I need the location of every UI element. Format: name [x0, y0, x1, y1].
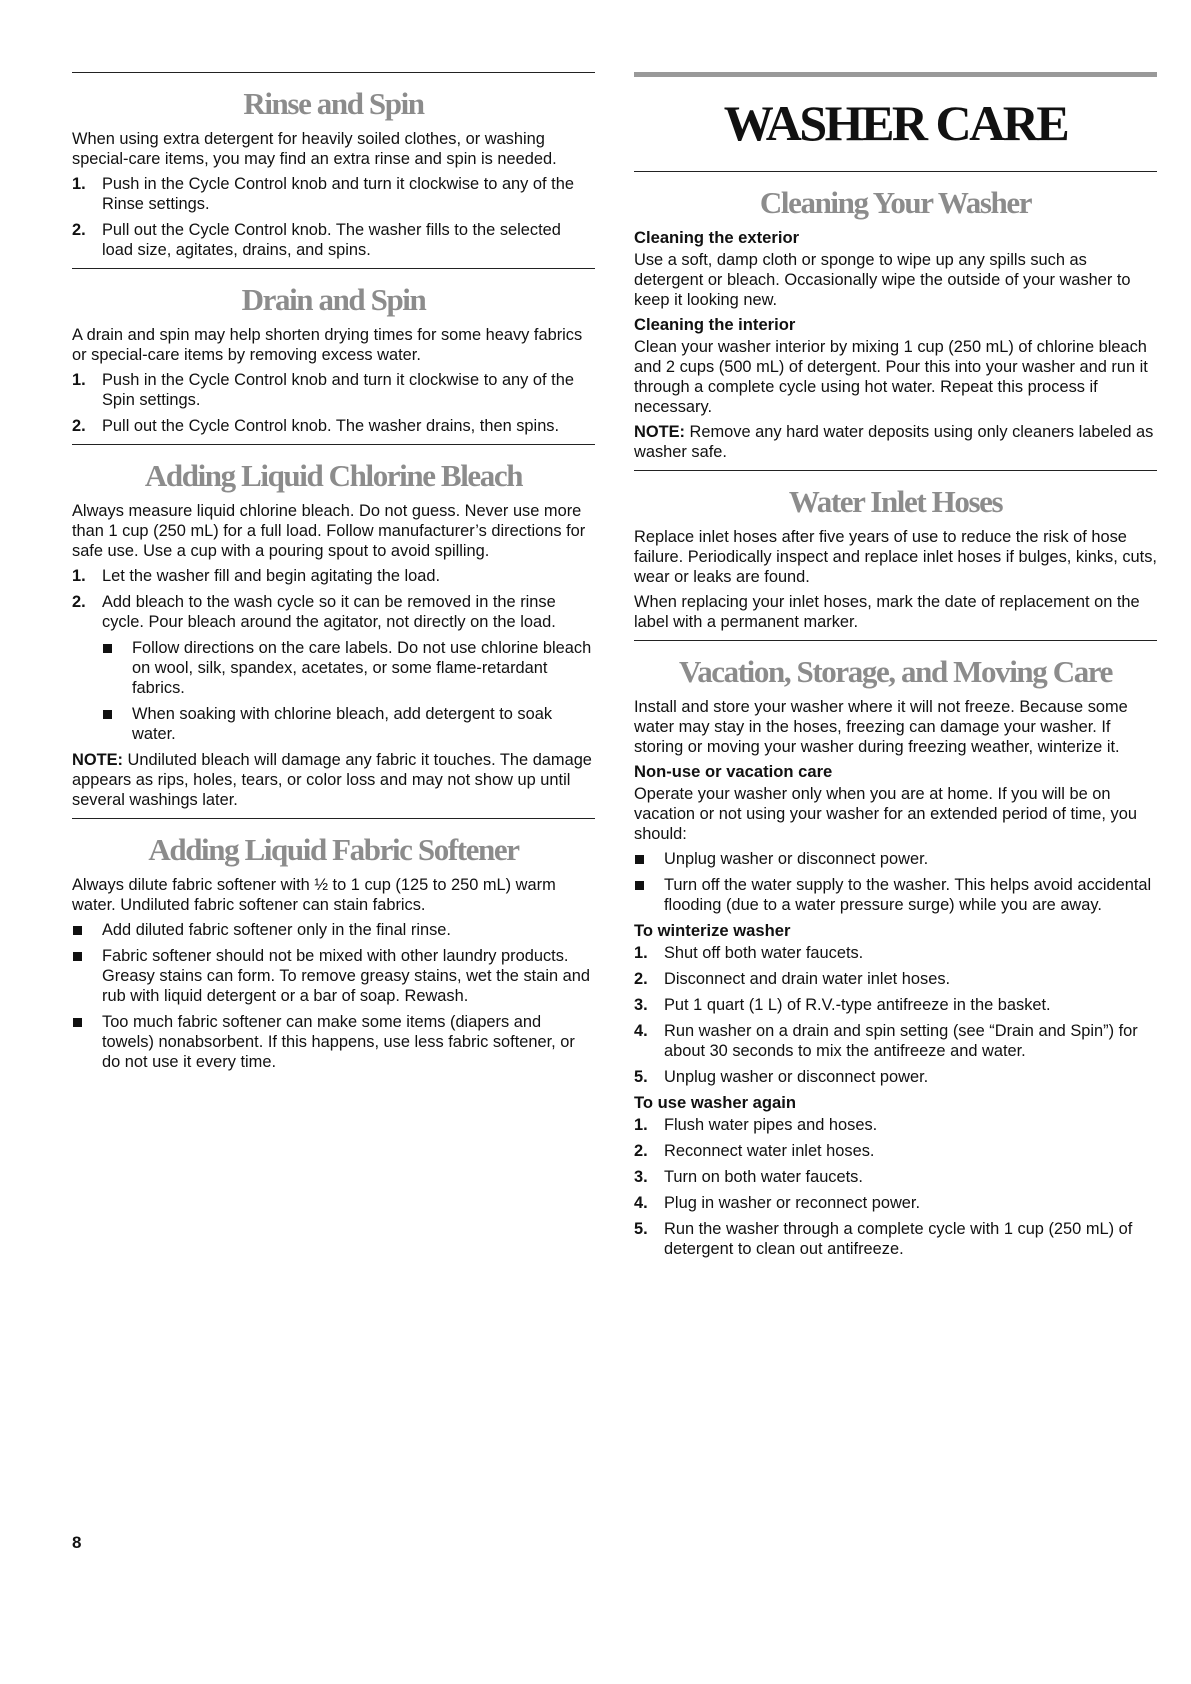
section-title: Rinse and Spin: [243, 86, 424, 121]
bullet-text: When soaking with chlorine bleach, add detergent to soak water.: [132, 705, 553, 743]
paragraph: Clean your washer interior by mixing 1 cup (250 mL) of chlorine bleach and 2 cups (500 mL) of detergent. Pour this into your washer and run it through a complete cycle using hot water. Repeat this process if necessary.: [634, 338, 1148, 416]
step-number: 2.: [634, 1142, 648, 1160]
right-column: [634, 72, 1157, 1265]
step-text: Push in the Cycle Control knob and turn it clockwise to any of the Rinse settings.: [102, 175, 574, 213]
list-item: [72, 220, 595, 260]
square-bullet-icon: [103, 710, 112, 719]
divider: [72, 72, 595, 73]
subheading: Cleaning the interior: [634, 315, 796, 334]
section-title: Vacation, Storage, and Moving Care: [679, 654, 1112, 689]
numbered-list: [72, 370, 595, 436]
step-text: Shut off both water faucets.: [664, 944, 864, 962]
step-text: Plug in washer or reconnect power.: [664, 1194, 921, 1212]
step-text: Let the washer fill and begin agitating the load.: [102, 567, 441, 585]
divider: [72, 818, 595, 819]
note-text: Remove any hard water deposits using only cleaners labeled as washer safe.: [634, 423, 1154, 461]
note-text: Undiluted bleach will damage any fabric it touches. The damage appears as rips, holes, tears, or color loss and may not show up until several washings later.: [72, 751, 592, 809]
list-item: [634, 875, 1157, 915]
numbered-list: [634, 943, 1157, 1087]
list-item: [72, 920, 595, 940]
list-item: [634, 1021, 1157, 1061]
divider: [72, 268, 595, 269]
step-text: Disconnect and drain water inlet hoses.: [664, 970, 951, 988]
step-text: Turn on both water faucets.: [664, 1168, 863, 1186]
divider: [72, 444, 595, 445]
page-number: 8: [72, 1533, 82, 1552]
step-number: 2.: [72, 417, 86, 435]
step-number: 5.: [634, 1068, 648, 1086]
cleaning-washer-section: [634, 185, 1157, 462]
divider: [634, 640, 1157, 641]
paragraph: Always measure liquid chlorine bleach. Do not guess. Never use more than 1 cup (250 mL) for a full load. Follow manufacturer’s directions for safe use. Use a cup with a pouring spout to avoid spilling.: [72, 502, 586, 560]
list-item: [634, 1193, 1157, 1213]
bullet-list: [72, 920, 595, 1072]
paragraph: When using extra detergent for heavily soiled clothes, or washing special-care items, you may find an extra rinse and spin is needed.: [72, 130, 557, 168]
step-text: Run the washer through a complete cycle with 1 cup (250 mL) of detergent to clean out antifreeze.: [664, 1220, 1133, 1258]
square-bullet-icon: [73, 1018, 82, 1027]
list-item: [72, 1012, 595, 1072]
step-number: 1.: [72, 371, 86, 389]
note: [72, 750, 595, 810]
divider: [634, 171, 1157, 172]
list-item: [634, 849, 1157, 869]
list-item: [102, 638, 595, 698]
list-item: [72, 174, 595, 214]
numbered-list: [634, 1115, 1157, 1259]
section-title: Water Inlet Hoses: [788, 484, 1003, 519]
section-title: Adding Liquid Chlorine Bleach: [144, 458, 523, 493]
chlorine-bleach-section: [72, 458, 595, 810]
step-number: 2.: [72, 221, 86, 239]
step-number: 2.: [634, 970, 648, 988]
step-number: 2.: [72, 593, 86, 611]
list-item: [72, 566, 595, 586]
drain-and-spin-section: [72, 282, 595, 436]
subheading: Cleaning the exterior: [634, 228, 800, 247]
step-text: Reconnect water inlet hoses.: [664, 1142, 875, 1160]
bullet-list: [102, 638, 595, 744]
numbered-list: [72, 566, 595, 632]
water-inlet-hoses-section: [634, 484, 1157, 632]
section-title: Adding Liquid Fabric Softener: [148, 832, 519, 867]
divider: [634, 470, 1157, 471]
list-item: [634, 995, 1157, 1015]
list-item: [634, 1219, 1157, 1259]
step-text: Pull out the Cycle Control knob. The washer fills to the selected load size, agitates, drains, and spins.: [102, 221, 561, 259]
square-bullet-icon: [635, 881, 644, 890]
bullet-text: Add diluted fabric softener only in the final rinse.: [102, 921, 451, 939]
step-number: 4.: [634, 1022, 648, 1040]
paragraph: Always dilute fabric softener with ½ to 1 cup (125 to 250 mL) warm water. Undiluted fabric softener can stain fabrics.: [72, 876, 556, 914]
fabric-softener-section: [72, 832, 595, 1072]
paragraph: When replacing your inlet hoses, mark the date of replacement on the label with a permanent marker.: [634, 593, 1140, 631]
step-text: Put 1 quart (1 L) of R.V.-type antifreeze in the basket.: [664, 996, 1051, 1014]
vacation-storage-section: [634, 654, 1157, 1259]
title-divider: [634, 72, 1157, 77]
subheading: Non-use or vacation care: [634, 762, 833, 781]
numbered-list: [72, 174, 595, 260]
bullet-text: Too much fabric softener can make some items (diapers and towels) nonabsorbent. If this happens, use less fabric softener, or do not use it every time.: [102, 1013, 575, 1071]
paragraph: A drain and spin may help shorten drying times for some heavy fabrics or special-care items by removing excess water.: [72, 326, 583, 364]
subheading: To winterize washer: [634, 921, 791, 940]
step-text: Run washer on a drain and spin setting (see “Drain and Spin”) for about 30 seconds to mix the antifreeze and water.: [664, 1022, 1138, 1060]
paragraph: Replace inlet hoses after five years of use to reduce the risk of hose failure. Periodically inspect and replace inlet hoses if bulges, kinks, cuts, wear or leaks are found.: [634, 528, 1157, 586]
list-item: [634, 1141, 1157, 1161]
step-text: Unplug washer or disconnect power.: [664, 1068, 929, 1086]
square-bullet-icon: [73, 952, 82, 961]
page-title: WASHER CARE: [723, 95, 1068, 151]
paragraph: Use a soft, damp cloth or sponge to wipe up any spills such as detergent or bleach. Occasionally wipe the outside of your washer to keep it looking new.: [634, 251, 1131, 309]
step-number: 1.: [72, 567, 86, 585]
step-number: 1.: [72, 175, 86, 193]
subheading: To use washer again: [634, 1093, 796, 1112]
note-label: NOTE:: [72, 751, 123, 769]
rinse-and-spin-section: [72, 86, 595, 260]
note-label: NOTE:: [634, 423, 685, 441]
list-item: [634, 969, 1157, 989]
note: [634, 422, 1157, 462]
list-item: [72, 370, 595, 410]
section-title: Cleaning Your Washer: [759, 185, 1032, 220]
list-item: [72, 946, 595, 1006]
step-number: 5.: [634, 1220, 648, 1238]
step-number: 3.: [634, 996, 648, 1014]
list-item: [634, 1067, 1157, 1087]
step-number: 1.: [634, 1116, 648, 1134]
list-item: [72, 416, 595, 436]
bullet-text: Follow directions on the care labels. Do not use chlorine bleach on wool, silk, spandex, acetates, or some flame-retardant fabrics.: [132, 639, 592, 697]
left-column: [72, 72, 595, 1078]
step-number: 3.: [634, 1168, 648, 1186]
list-item: [634, 943, 1157, 963]
list-item: [72, 592, 595, 632]
paragraph: Install and store your washer where it will not freeze. Because some water may stay in the hoses, freezing can damage your washer. If storing or moving your washer during freezing weather, winterize it.: [634, 698, 1128, 756]
square-bullet-icon: [103, 644, 112, 653]
step-text: Pull out the Cycle Control knob. The washer drains, then spins.: [102, 417, 560, 435]
section-title: Drain and Spin: [241, 282, 426, 317]
bullet-list: [634, 849, 1157, 915]
bullet-text: Fabric softener should not be mixed with other laundry products. Greasy stains can form. To remove greasy stains, wet the stain and rub with liquid detergent or a bar of soap. Rewash.: [102, 947, 590, 1005]
list-item: [102, 704, 595, 744]
square-bullet-icon: [73, 926, 82, 935]
bullet-text: Turn off the water supply to the washer. This helps avoid accidental flooding (due to a water pressure surge) while you are away.: [664, 876, 1152, 914]
step-text: Flush water pipes and hoses.: [664, 1116, 878, 1134]
bullet-text: Unplug washer or disconnect power.: [664, 850, 929, 868]
square-bullet-icon: [635, 855, 644, 864]
step-number: 1.: [634, 944, 648, 962]
list-item: [634, 1115, 1157, 1135]
step-text: Add bleach to the wash cycle so it can be removed in the rinse cycle. Pour bleach around the agitator, not directly on the load.: [102, 593, 556, 631]
step-text: Push in the Cycle Control knob and turn it clockwise to any of the Spin settings.: [102, 371, 574, 409]
step-number: 4.: [634, 1194, 648, 1212]
list-item: [634, 1167, 1157, 1187]
paragraph: Operate your washer only when you are at home. If you will be on vacation or not using your washer for an extended period of time, you should:: [634, 785, 1137, 843]
